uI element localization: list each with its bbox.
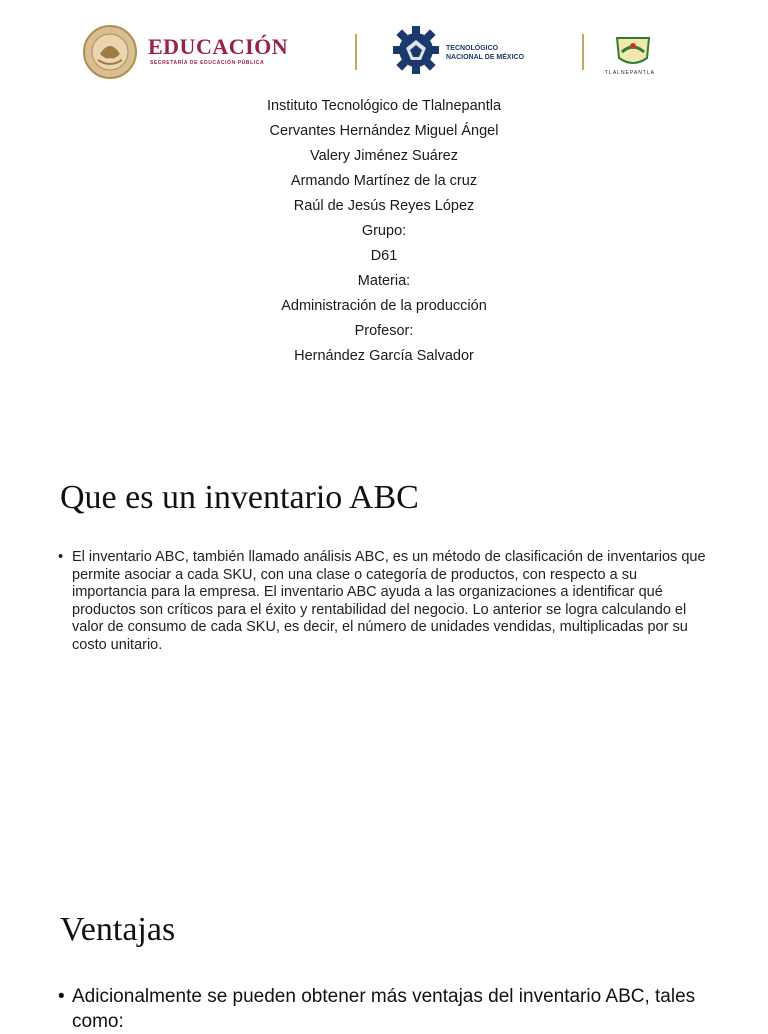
professor-value: Hernández García Salvador (294, 348, 474, 364)
tecnm-logo-text (446, 44, 524, 62)
tecnm-line-2: NACIONAL DE MÉXICO (446, 54, 525, 61)
cover-info (0, 94, 768, 369)
bullet-marker: • (58, 986, 65, 1007)
group-value: D61 (370, 248, 398, 264)
mexico-seal-icon (74, 24, 146, 80)
abc-definition-text: El inventario ABC, también llamado análisis ABC, es un método de clasificación de inventarios que permite asociar a cada SKU, con una clase o categoría de productos, con respecto a su importancia para la empresa. El inventario ABC ayuda a las organizaciones a identificar qué productos son críticos para el éxito y rentabilidad del negocio. Lo anterior se logra calculando el valor de consumo de cada SKU, es decir, el número de unidades vendidas, multiplicadas por su costo unitario. (72, 549, 706, 653)
bullet-marker: • (58, 549, 64, 565)
section-title-abc: Que es un inventario ABC (60, 479, 419, 516)
tlalnepantla-caption: TLALNEPANTLA (605, 70, 655, 76)
section-title-ventajas: Ventajas (60, 911, 176, 948)
group-label: Grupo: (361, 223, 407, 239)
tlalnepantla-crest-icon (613, 34, 653, 68)
educacion-logo-text: EDUCACIÓN (148, 34, 289, 59)
author-name: Valery Jiménez Suárez (309, 148, 459, 164)
ventajas-bullet (58, 984, 708, 1034)
author-name: Armando Martínez de la cruz (290, 173, 478, 189)
institute-name: Instituto Tecnológico de Tlalnepantla (266, 98, 502, 114)
author-name: Cervantes Hernández Miguel Ángel (269, 123, 499, 139)
subject-value: Administración de la producción (281, 298, 487, 314)
ventajas-text: Adicionalmente se pueden obtener más ventajas del inventario ABC, tales como: (72, 986, 696, 1032)
logo-separator (355, 34, 357, 70)
tecnm-gear-icon (393, 26, 439, 74)
educacion-logo-subtitle: SECRETARÍA DE EDUCACIÓN PÚBLICA (150, 60, 265, 66)
subject-label: Materia: (357, 273, 411, 289)
professor-label: Profesor: (354, 323, 414, 339)
tecnm-line-1: TECNOLÓGICO (446, 45, 499, 52)
abc-definition-bullet (58, 549, 708, 654)
logo-separator (582, 34, 584, 70)
author-name: Raúl de Jesús Reyes López (293, 198, 475, 214)
logo-bar (0, 22, 768, 84)
